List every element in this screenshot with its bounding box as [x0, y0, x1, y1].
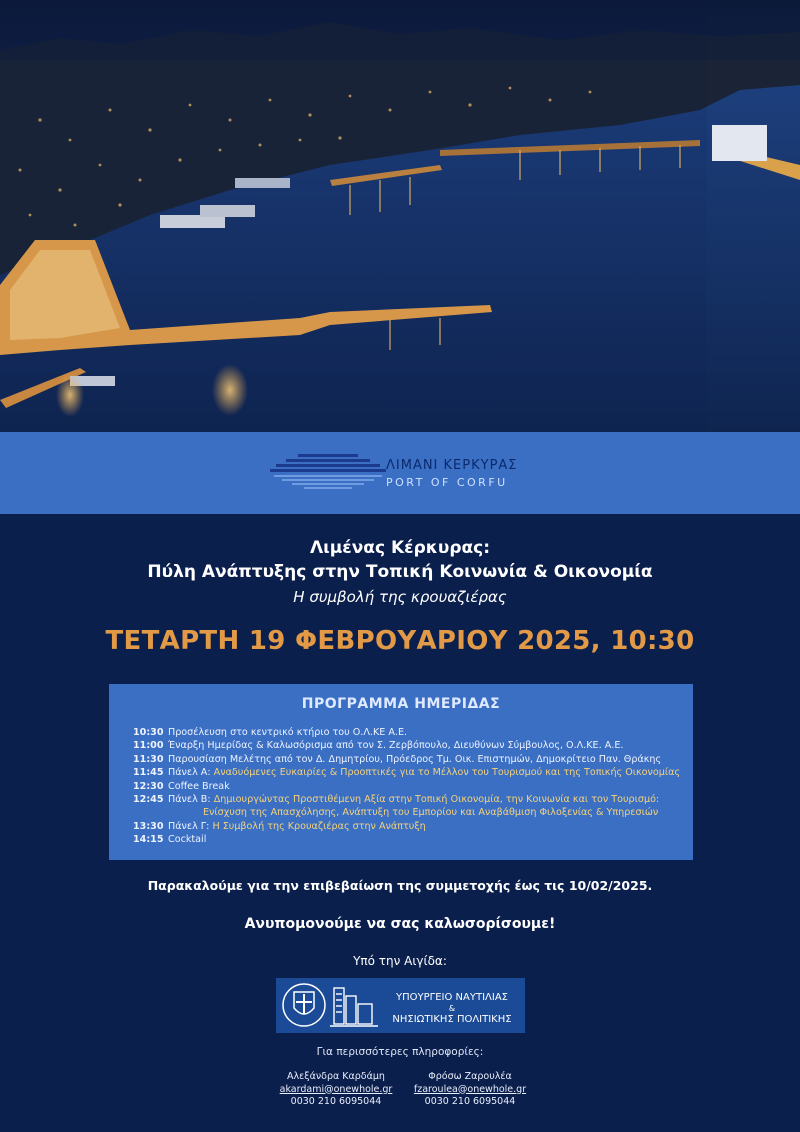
program-item — [133, 820, 683, 833]
contact-phone: 0030 210 6095044 — [424, 1096, 516, 1107]
program-item — [133, 833, 683, 846]
program-time: 11:00 — [133, 740, 164, 752]
program-time: 11:45 — [133, 767, 164, 779]
contact-phone: 0030 210 6095044 — [290, 1096, 382, 1107]
program-item — [133, 739, 683, 752]
program-item — [133, 780, 683, 793]
ministry-logo — [276, 978, 525, 1033]
greek-coat-of-arms-icon — [280, 978, 384, 1033]
program-time: 12:45 — [133, 794, 164, 806]
title-subtitle: Η συμβολή της κρουαζιέρας — [293, 588, 507, 606]
panel-label: Πάνελ Α: — [168, 767, 214, 779]
program-time: 14:15 — [133, 834, 164, 846]
program-text — [168, 820, 683, 833]
title-line-2: Πύλη Ανάπτυξης στην Τοπική Κοινωνία & Οικονομία — [147, 562, 653, 582]
panel-topic: Δημιουργώντας Προστιθέμενη Αξία στην Τοπική Οικονομία, την Κοινωνία και τον Τουρισμό: — [213, 794, 660, 806]
logo-band — [0, 432, 800, 514]
program-time: 10:30 — [133, 727, 164, 738]
ministry-line-1: ΥΠΟΥΡΓΕΙΟ ΝΑΥΤΙΛΙΑΣ — [396, 992, 508, 1003]
more-info-label: Για περισσότερες πληροφορίες: — [316, 1046, 484, 1058]
program-time: 13:30 — [133, 820, 164, 832]
program-box — [109, 684, 693, 860]
aegis-label: Υπό την Αιγίδα: — [353, 954, 447, 968]
rsvp-note: Παρακαλούμε για την επιβεβαίωση της συμμετοχής έως τις 10/02/2025. — [147, 878, 653, 893]
program-text — [168, 793, 683, 820]
program-title: ΠΡΟΓΡΑΜΜΑ ΗΜΕΡΙΔΑΣ — [301, 696, 501, 712]
contact-card — [380, 1071, 560, 1109]
program-text: Έναρξη Ημερίδας & Καλωσόρισμα από τον Σ. Ζερβόπουλο, Διευθύνων Σύμβουλος, Ο.Λ.ΚΕ. Α.Ε. — [168, 740, 624, 752]
program-item — [133, 726, 683, 739]
title-line-1: Λιμένας Κέρκυρας: — [309, 538, 491, 558]
panel-label: Πάνελ Β: — [168, 794, 214, 806]
hero-photo — [0, 0, 800, 432]
port-waves-icon — [268, 452, 388, 492]
panel-topic: Η Συμβολή της Κρουαζιέρας στην Ανάπτυξη — [212, 820, 426, 832]
ministry-ampersand: & — [448, 1004, 456, 1013]
contact-email-link[interactable]: akardami@onewhole.gr — [279, 1083, 393, 1095]
program-item — [133, 753, 683, 766]
program-text: Coffee Break — [168, 780, 230, 792]
event-date: ΤΕΤΑΡΤΗ 19 ΦΕΒΡΟΥΑΡΙΟΥ 2025, 10:30 — [105, 626, 695, 656]
ministry-line-2: ΝΗΣΙΩΤΙΚΗΣ ΠΟΛΙΤΙΚΗΣ — [392, 1014, 512, 1025]
program-time: 12:30 — [133, 780, 164, 792]
panel-label: Πάνελ Γ: — [168, 820, 213, 832]
program-list — [133, 726, 683, 847]
program-text: Cocktail — [168, 834, 207, 846]
panel-topic: Αναδυόμενες Ευκαιρίες & Προοπτικές για το Μέλλον του Τουρισμού και της Τοπικής Οικονομίας — [213, 767, 681, 779]
ministry-name — [386, 990, 518, 1027]
program-item — [133, 793, 683, 820]
logo-title: ΛΙΜΑΝΙ ΚΕΡΚΥΡΑΣ — [386, 458, 518, 473]
contact-name: Φρόσω Ζαρουλέα — [428, 1071, 512, 1082]
event-title — [0, 536, 800, 608]
program-item — [133, 766, 683, 779]
logo-subtitle: PORT OF CORFU — [386, 476, 508, 489]
panel-topic-continued: Ενίσχυση της Απασχόλησης, Ανάπτυξη του Εμπορίου και Αναβάθμιση Φιλοξενίας & Υπηρεσιών — [203, 807, 659, 819]
welcome-note: Ανυπομονούμε να σας καλωσορίσουμε! — [244, 916, 556, 932]
contact-name: Αλεξάνδρα Καρδάμη — [287, 1071, 385, 1082]
program-text — [168, 766, 683, 779]
port-logo — [268, 452, 548, 496]
program-text: Παρουσίαση Μελέτης από τον Δ. Δημητρίου, Πρόεδρος Τμ. Οικ. Επιστημών, Δημοκρίτειο Παν. Θράκης — [168, 753, 662, 765]
program-text: Προσέλευση στο κεντρικό κτήριο του Ο.Λ.ΚΕ Α.Ε. — [168, 727, 408, 738]
contact-email-link[interactable]: fzaroulea@onewhole.gr — [413, 1083, 527, 1095]
port-night-illustration — [0, 0, 800, 432]
program-time: 11:30 — [133, 753, 164, 765]
